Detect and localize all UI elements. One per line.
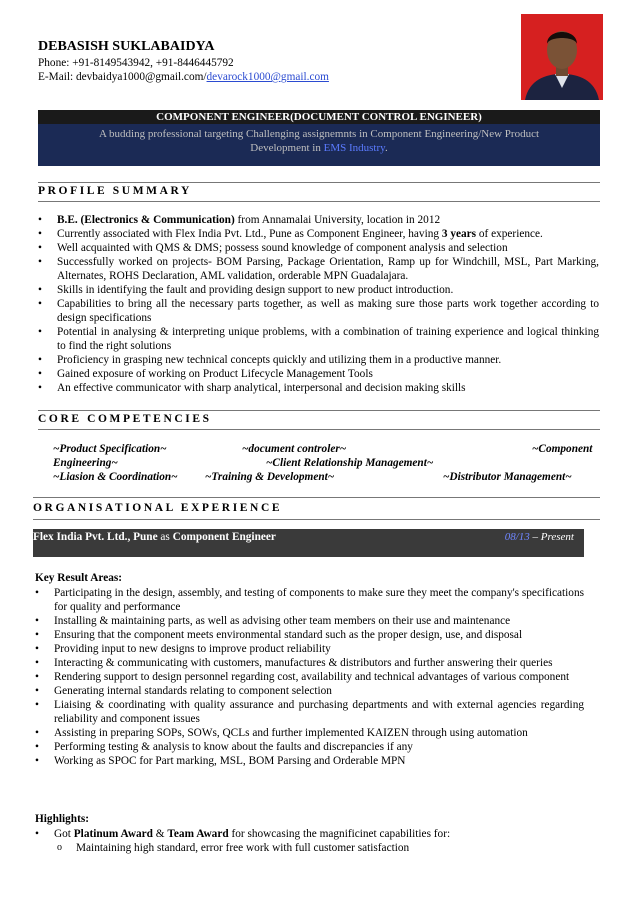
degree: B.E. (Electronics & Communication) <box>57 214 235 226</box>
list-item: • Interacting & communicating with customers, manufactures & distributors and further answering their queries <box>35 656 584 670</box>
employment-dates <box>505 531 574 543</box>
highlights-list <box>35 827 584 841</box>
highlight-text: & <box>152 828 168 840</box>
employment-line <box>33 531 276 543</box>
connector: as <box>157 531 173 543</box>
highlight-text: Got <box>54 828 74 840</box>
email-line <box>38 71 329 83</box>
list-item: • Gained exposure of working on Product Lifecycle Management Tools <box>38 367 599 381</box>
highlight-text: for showcasing the magnificinet capabilities for: <box>228 828 451 840</box>
list-item: • Providing input to new designs to improve product reliability <box>35 642 584 656</box>
list-item: • Participating in the design, assembly, and testing of components to make sure they meet the company's specifications for quality and performance <box>35 586 584 614</box>
current-role-end: of experience. <box>476 228 543 240</box>
divider <box>38 182 600 183</box>
list-item <box>35 827 584 841</box>
profile-summary-heading: PROFILE SUMMARY <box>38 185 192 197</box>
list-item: • Assisting in preparing SOPs, SOWs, QCLs and further implemented KAIZEN through using automation <box>35 726 584 740</box>
divider <box>38 429 600 430</box>
divider <box>38 201 600 202</box>
divider <box>33 497 600 498</box>
highlights-heading: Highlights: <box>35 813 89 825</box>
objective-line-2 <box>38 141 600 155</box>
experience-years: 3 years <box>441 228 477 240</box>
list-item: • Potential in analysing & interpreting unique problems, with a combination of training experience and logical thinking to find the right solutions <box>38 325 599 353</box>
list-item: • Capabilities to bring all the necessary parts together, as well as making sure those parts work together according to design specifications <box>38 297 599 325</box>
current-role: Currently associated with Flex India Pvt. Ltd., Pune as Component Engineer, having <box>57 228 442 240</box>
start-date: 08/13 <box>504 531 530 543</box>
competency-item: ~Component <box>532 443 593 455</box>
list-item: • Liaising & coordinating with quality assurance and purchasing departments and with external agencies regarding reliability and component issues <box>35 698 584 726</box>
list-item: • Generating internal standards relating to component selection <box>35 684 584 698</box>
competency-item: ~Client Relationship Management~ <box>266 457 434 469</box>
list-item: o Maintaining high standard, error free work with full customer satisfaction <box>35 841 584 855</box>
profile-photo <box>521 14 603 100</box>
list-item: • Rendering support to design personnel regarding cost, availability and technical advantages of various component <box>35 670 584 684</box>
objective-text: Development in <box>250 142 324 154</box>
objective-highlight: EMS Industry <box>323 142 385 154</box>
divider <box>33 519 600 520</box>
competency-item: ~Distributor Management~ <box>443 471 572 483</box>
profile-summary-list <box>38 213 599 395</box>
list-item: • Skills in identifying the fault and providing design support to new product introduction. <box>38 283 599 297</box>
list-item: • Installing & maintaining parts, as well as advising other team members on their use and maintenance <box>35 614 584 628</box>
objective-end: . <box>384 142 388 154</box>
email-link[interactable]: devarock1000@gmail.com <box>206 71 329 83</box>
objective-banner <box>38 124 600 166</box>
job-role: Component Engineer <box>172 531 276 543</box>
employment-bar <box>33 529 584 557</box>
award-platinum: Platinum Award <box>73 828 153 840</box>
list-item: • Working as SPOC for Part marking, MSL, BOM Parsing and Orderable MPN <box>35 754 584 768</box>
award-team: Team Award <box>167 828 229 840</box>
company-name: Flex India Pvt. Ltd., Pune <box>33 531 158 543</box>
organisational-experience-heading: ORGANISATIONAL EXPERIENCE <box>33 502 283 514</box>
kra-heading: Key Result Areas: <box>35 572 123 584</box>
degree-detail: from Annamalai University, location in 2012 <box>234 214 441 226</box>
competency-item: ~document controler~ <box>242 443 347 455</box>
competency-item: ~Training & Development~ <box>205 471 335 483</box>
competency-item: Engineering~ <box>53 457 118 469</box>
list-item <box>38 213 599 227</box>
list-item: • Well acquainted with QMS & DMS; possess sound knowledge of component analysis and selection <box>38 241 599 255</box>
list-item: • Successfully worked on projects- BOM Parsing, Package Orientation, Ramp up for Windchill, MSL, Part Marking, Alternates, ROHS Declaration, AML validation, orderable MPN Guadalajara. <box>38 255 599 283</box>
list-item: • An effective communicator with sharp analytical, interpersonal and decision making skills <box>38 381 599 395</box>
core-competencies-heading: CORE COMPETENCIES <box>38 413 212 425</box>
competency-item: ~Liasion & Coordination~ <box>53 471 178 483</box>
list-item <box>38 227 599 241</box>
candidate-name: DEBASISH SUKLABAIDYA <box>38 39 215 54</box>
list-item: • Ensuring that the component meets environmental standard such as the proper design, use, and disposal <box>35 628 584 642</box>
kra-list <box>35 586 584 768</box>
banner-title: COMPONENT ENGINEER(DOCUMENT CONTROL ENGINEER) <box>38 110 600 124</box>
list-item: • Proficiency in grasping new technical concepts quickly and utilizing them in a productive manner. <box>38 353 599 367</box>
competency-item: ~Product Specification~ <box>53 443 167 455</box>
objective-line-1: A budding professional targeting Challenging assignemnts in Component Engineering/New Product <box>98 128 540 140</box>
end-date: – Present <box>529 531 574 543</box>
highlights-sublist <box>35 841 584 855</box>
email-primary: E-Mail: devbaidya1000@gmail.com/ <box>38 71 207 83</box>
phone-line: Phone: +91-8149543942, +91-8446445792 <box>38 57 234 69</box>
list-item: • Performing testing & analysis to know about the faults and discrepancies if any <box>35 740 584 754</box>
divider <box>38 410 600 411</box>
